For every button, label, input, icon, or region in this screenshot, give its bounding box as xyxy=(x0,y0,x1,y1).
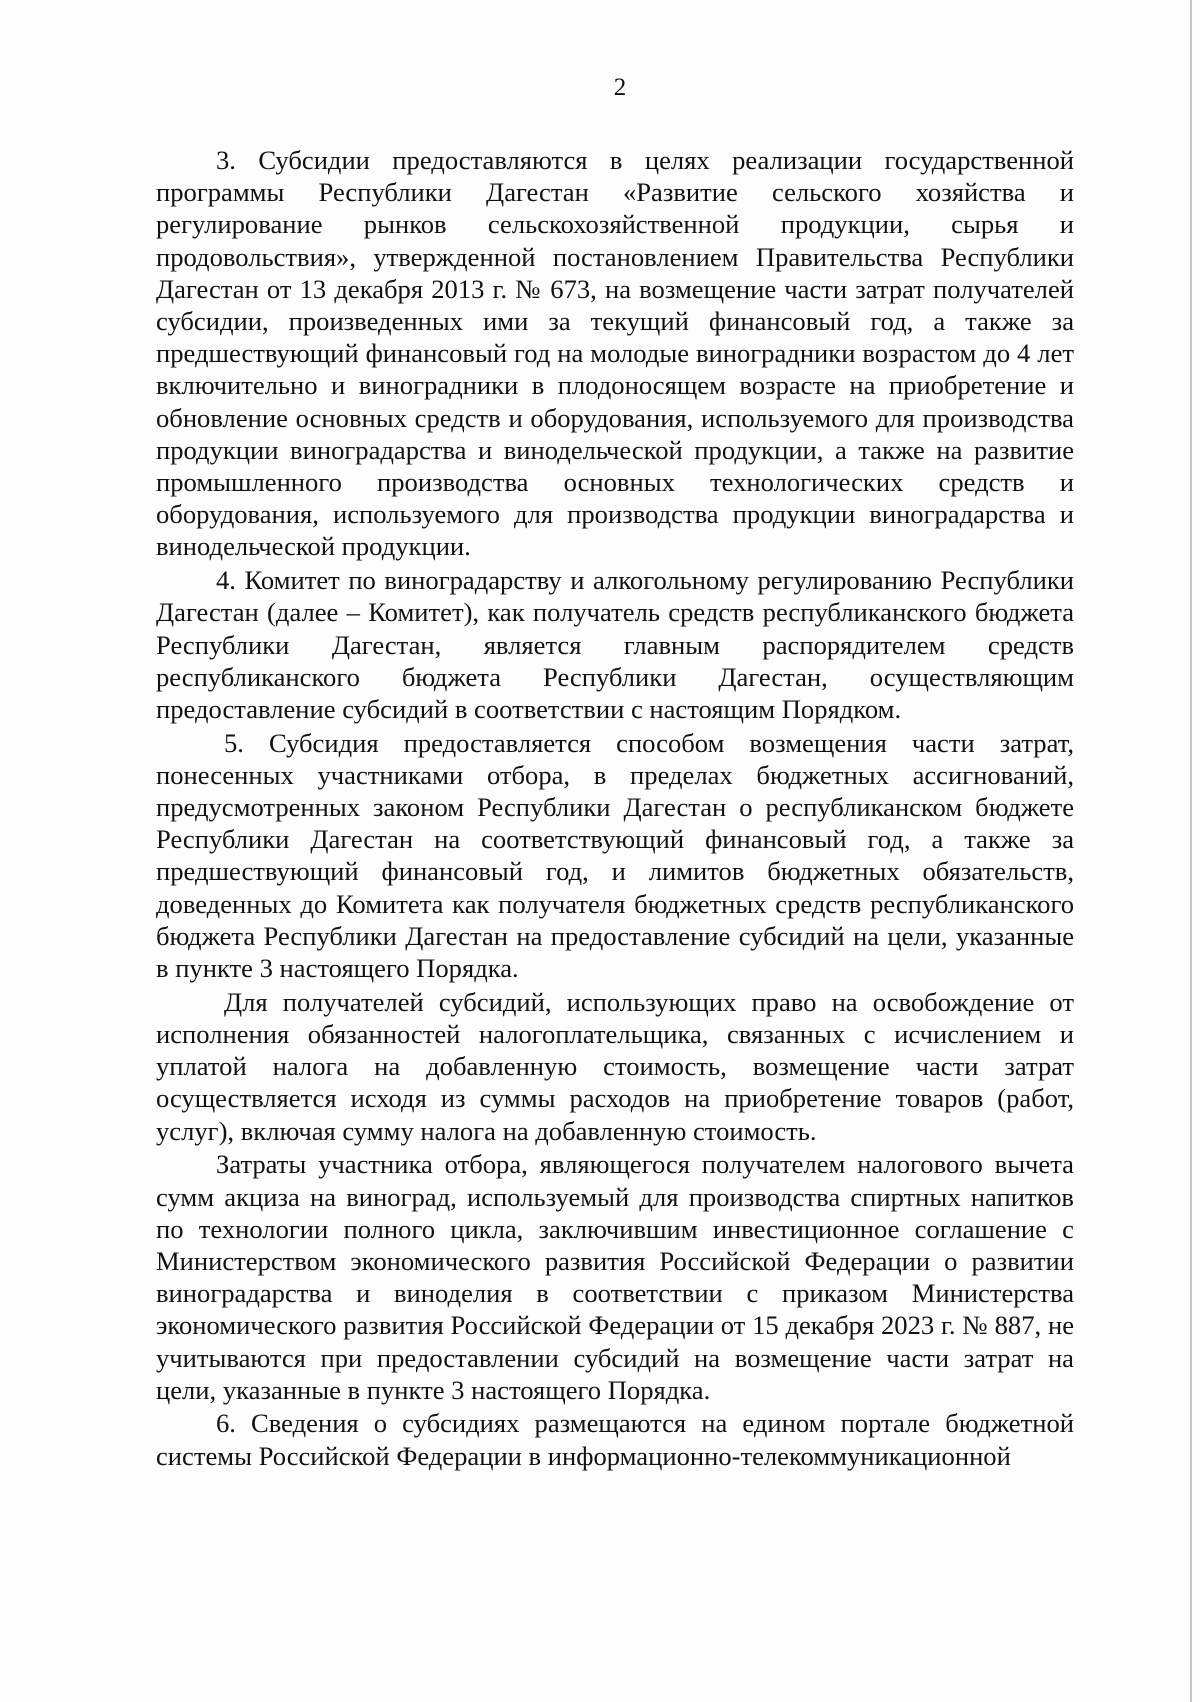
document-body xyxy=(156,144,1074,1473)
paragraph-item-3: 3. Субсидии предоставляются в целях реализации государственной программы Республики Дагестан «Развитие сельского хозяйства и регулирование рынков сельскохозяйственной продукции, сырья и продовольствия», утвержденной постановлением Правительства Республики Дагестан от 13 декабря 2013 г. № 673, на возмещение части затрат получателей субсидии, произведенных ими за текущий финансовый год, а также за предшествующий финансовый год на молодые виноградники возрастом до 4 лет включительно и виноградники в плодоносящем возрасте на приобретение и обновление основных средств и оборудования, используемого для производства продукции виноградарства и винодельческой продукции, а также на развитие промышленного производства основных технологических средств и оборудования, используемого для производства продукции виноградарства и винодельческой продукции. xyxy=(156,145,1074,562)
paragraph-excise-deduction: Затраты участника отбора, являющегося получателем налогового вычета сумм акциза на виноград, используемый для производства спиртных напитков по технологии полного цикла, заключившим инвестиционное соглашение с Министерством экономического развития Российской Федерации о развитии виноградарства и виноделия в соответствии с приказом Министерства экономического развития Российской Федерации от 15 декабря 2023 г. № 887, не учитываются при предоставлении субсидий на возмещение части затрат на цели, указанные в пункте 3 настоящего Порядка. xyxy=(156,1149,1074,1405)
paragraph-vat-exemption: Для получателей субсидий, использующих право на освобождение от исполнения обязанностей налогоплательщика, связанных с исчислением и уплатой налога на добавленную стоимость, возмещение части затрат осуществляется исходя из суммы расходов на приобретение товаров (работ, услуг), включая сумму налога на добавленную стоимость. xyxy=(156,986,1074,1146)
page-number: 2 xyxy=(613,74,627,101)
page-edge-rule xyxy=(1190,0,1192,1702)
paragraph-item-6: 6. Сведения о субсидиях размещаются на едином портале бюджетной системы Российской Федерации в информационно-телекоммуникационной xyxy=(156,1408,1074,1471)
paragraph-item-4: 4. Комитет по виноградарству и алкогольному регулированию Республики Дагестан (далее – Комитет), как получатель средств республиканского бюджета Республики Дагестан, является главным распорядителем средств республиканского бюджета Республики Дагестан, осуществляющим предоставление субсидий в соответствии с настоящим Порядком. xyxy=(156,565,1074,724)
paragraph-item-5: 5. Субсидия предоставляется способом возмещения части затрат, понесенных участниками отбора, в пределах бюджетных ассигнований, предусмотренных законом Республики Дагестан о республиканском бюджете Республики Дагестан на соответствующий финансовый год, а также за предшествующий финансовый год, и лимитов бюджетных обязательств, доведенных до Комитета как получателя бюджетных средств республиканского бюджета Республики Дагестан на предоставление субсидий на цели, указанные в пункте 3 настоящего Порядка. xyxy=(156,727,1074,984)
